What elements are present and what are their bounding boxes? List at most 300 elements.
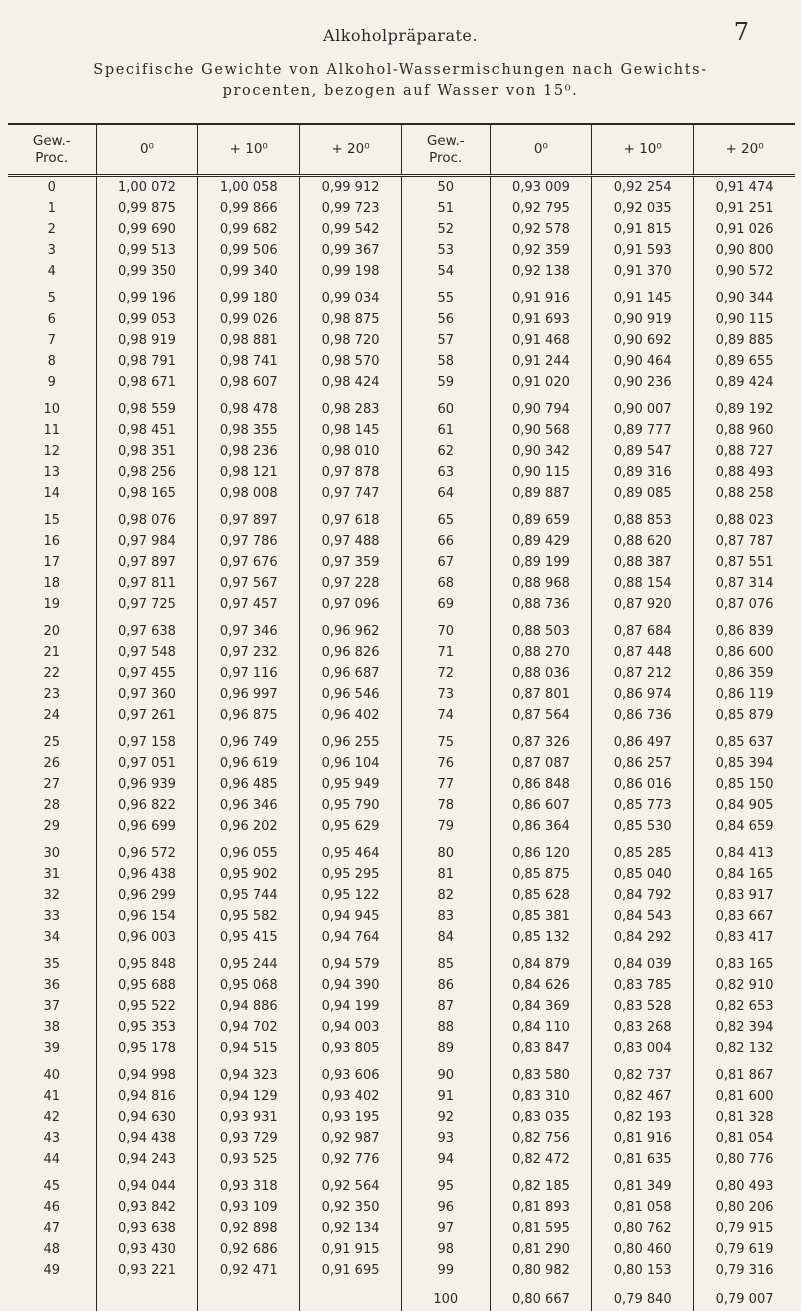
gravity-cell: 0,99 513: [96, 240, 198, 261]
gravity-cell: 0,86 119: [694, 684, 795, 705]
column-header: Gew.- Proc.: [8, 124, 96, 176]
gravity-cell: 0,90 115: [694, 309, 795, 330]
percent-cell: 62: [401, 441, 490, 462]
table-row: [8, 774, 795, 795]
table-row: [8, 996, 795, 1017]
gravity-cell: 0,89 887: [490, 483, 592, 504]
gravity-cell: 0,83 268: [592, 1017, 694, 1038]
percent-cell: 46: [8, 1197, 96, 1218]
percent-cell: 14: [8, 483, 96, 504]
gravity-cell: 0,81 349: [592, 1170, 694, 1197]
gravity-cell: 0,97 567: [198, 573, 300, 594]
percent-cell: 30: [8, 837, 96, 864]
gravity-cell: 0,99 196: [96, 282, 198, 309]
gravity-cell: 0,87 076: [694, 594, 795, 615]
gravity-cell: 0,85 628: [490, 885, 592, 906]
percent-cell: 69: [401, 594, 490, 615]
gravity-cell: 0,87 564: [490, 705, 592, 726]
gravity-cell: 0,80 762: [592, 1218, 694, 1239]
gravity-cell: 0,99 034: [300, 282, 402, 309]
table-row: [8, 594, 795, 615]
gravity-cell: [96, 1281, 198, 1311]
gravity-cell: 0,89 659: [490, 504, 592, 531]
percent-cell: 7: [8, 330, 96, 351]
gravity-cell: 0,93 109: [198, 1197, 300, 1218]
gravity-cell: 0,94 438: [96, 1128, 198, 1149]
percent-cell: 87: [401, 996, 490, 1017]
gravity-cell: 0,81 290: [490, 1239, 592, 1260]
gravity-cell: 0,82 467: [592, 1086, 694, 1107]
gravity-cell: 0,94 199: [300, 996, 402, 1017]
gravity-cell: 0,91 693: [490, 309, 592, 330]
gravity-cell: 0,94 515: [198, 1038, 300, 1059]
gravity-cell: 0,89 424: [694, 372, 795, 393]
table-row: [8, 420, 795, 441]
gravity-cell: 0,95 790: [300, 795, 402, 816]
gravity-cell: 0,88 853: [592, 504, 694, 531]
percent-cell: 55: [401, 282, 490, 309]
gravity-cell: 0,97 359: [300, 552, 402, 573]
percent-cell: 63: [401, 462, 490, 483]
gravity-cell: 0,88 727: [694, 441, 795, 462]
gravity-cell: 0,85 879: [694, 705, 795, 726]
gravity-cell: 0,85 875: [490, 864, 592, 885]
gravity-cell: 0,95 949: [300, 774, 402, 795]
page-header: [0, 12, 801, 52]
gravity-cell: 0,96 438: [96, 864, 198, 885]
table-row: [8, 504, 795, 531]
gravity-cell: 0,93 430: [96, 1239, 198, 1260]
table-row: [8, 948, 795, 975]
gravity-cell: 0,94 044: [96, 1170, 198, 1197]
table-row: [8, 552, 795, 573]
percent-cell: 74: [401, 705, 490, 726]
gravity-cell: 0,96 939: [96, 774, 198, 795]
percent-cell: 34: [8, 927, 96, 948]
percent-cell: 80: [401, 837, 490, 864]
table-row: [8, 219, 795, 240]
gravity-cell: 0,96 154: [96, 906, 198, 927]
percent-cell: 82: [401, 885, 490, 906]
gravity-cell: 0,91 020: [490, 372, 592, 393]
table-row: [8, 864, 795, 885]
gravity-cell: 0,89 429: [490, 531, 592, 552]
gravity-cell: 0,94 129: [198, 1086, 300, 1107]
gravity-cell: 0,97 261: [96, 705, 198, 726]
gravity-cell: 0,82 185: [490, 1170, 592, 1197]
percent-cell: 99: [401, 1260, 490, 1281]
gravity-cell: 0,98 478: [198, 393, 300, 420]
gravity-cell: 0,87 326: [490, 726, 592, 753]
gravity-cell: 0,87 314: [694, 573, 795, 594]
gravity-cell: 0,92 898: [198, 1218, 300, 1239]
percent-cell: 64: [401, 483, 490, 504]
gravity-cell: 0,98 720: [300, 330, 402, 351]
gravity-cell: 0,98 165: [96, 483, 198, 504]
gravity-cell: 0,84 165: [694, 864, 795, 885]
table-row: [8, 1086, 795, 1107]
percent-cell: 22: [8, 663, 96, 684]
gravity-cell: 0,95 522: [96, 996, 198, 1017]
table-header-row: [8, 124, 795, 176]
caption-line-1: Specifische Gewichte von Alkohol-Wassermischungen nach Gewichts-: [0, 60, 801, 81]
percent-cell: 77: [401, 774, 490, 795]
column-header: + 20⁰: [694, 124, 795, 176]
column-header: Gew.- Proc.: [401, 124, 490, 176]
gravity-cell: 0,97 457: [198, 594, 300, 615]
page-number: 7: [734, 18, 749, 46]
gravity-cell: 0,87 787: [694, 531, 795, 552]
gravity-cell: 0,96 402: [300, 705, 402, 726]
gravity-cell: 0,98 881: [198, 330, 300, 351]
gravity-cell: 0,97 638: [96, 615, 198, 642]
gravity-cell: 0,95 688: [96, 975, 198, 996]
gravity-cell: 0,99 682: [198, 219, 300, 240]
gravity-cell: 0,95 902: [198, 864, 300, 885]
gravity-cell: 0,98 351: [96, 441, 198, 462]
gravity-cell: 0,93 525: [198, 1149, 300, 1170]
gravity-cell: 0,99 506: [198, 240, 300, 261]
gravity-cell: 0,95 122: [300, 885, 402, 906]
table-row: [8, 1260, 795, 1281]
gravity-cell: 0,80 493: [694, 1170, 795, 1197]
percent-cell: 41: [8, 1086, 96, 1107]
gravity-cell: 0,84 905: [694, 795, 795, 816]
gravity-cell: 0,94 390: [300, 975, 402, 996]
gravity-cell: 0,93 842: [96, 1197, 198, 1218]
gravity-cell: 0,92 471: [198, 1260, 300, 1281]
table-row: [8, 1107, 795, 1128]
gravity-cell: 0,88 258: [694, 483, 795, 504]
gravity-cell: 0,87 684: [592, 615, 694, 642]
percent-cell: 40: [8, 1059, 96, 1086]
percent-cell: 24: [8, 705, 96, 726]
percent-cell: 73: [401, 684, 490, 705]
gravity-cell: 0,92 578: [490, 219, 592, 240]
gravity-cell: 0,88 036: [490, 663, 592, 684]
percent-cell: 12: [8, 441, 96, 462]
gravity-cell: 0,96 687: [300, 663, 402, 684]
gravity-cell: 0,94 003: [300, 1017, 402, 1038]
gravity-cell: 0,92 035: [592, 198, 694, 219]
percent-cell: 88: [401, 1017, 490, 1038]
gravity-cell: 0,91 026: [694, 219, 795, 240]
gravity-cell: 0,93 402: [300, 1086, 402, 1107]
column-header: + 10⁰: [592, 124, 694, 176]
percent-cell: 37: [8, 996, 96, 1017]
gravity-cell: 0,95 244: [198, 948, 300, 975]
table-row: [8, 1149, 795, 1170]
gravity-cell: 0,84 626: [490, 975, 592, 996]
percent-cell: 72: [401, 663, 490, 684]
percent-cell: 0: [8, 176, 96, 199]
gravity-cell: 0,94 764: [300, 927, 402, 948]
gravity-cell: 0,97 878: [300, 462, 402, 483]
gravity-cell: 0,90 464: [592, 351, 694, 372]
gravity-cell: 0,87 448: [592, 642, 694, 663]
gravity-cell: 0,99 340: [198, 261, 300, 282]
percent-cell: 21: [8, 642, 96, 663]
percent-cell: 78: [401, 795, 490, 816]
percent-cell: 3: [8, 240, 96, 261]
gravity-cell: 0,96 699: [96, 816, 198, 837]
gravity-cell: 0,99 367: [300, 240, 402, 261]
percent-cell: 53: [401, 240, 490, 261]
gravity-cell: 0,94 816: [96, 1086, 198, 1107]
gravity-cell: 0,90 236: [592, 372, 694, 393]
gravity-cell: 0,81 595: [490, 1218, 592, 1239]
gravity-cell: 0,91 915: [300, 1239, 402, 1260]
gravity-cell: 0,86 016: [592, 774, 694, 795]
gravity-cell: 0,88 620: [592, 531, 694, 552]
gravity-cell: 0,87 212: [592, 663, 694, 684]
table-row: [8, 1197, 795, 1218]
table-row: [8, 885, 795, 906]
gravity-cell: 0,92 776: [300, 1149, 402, 1170]
gravity-cell: 0,99 912: [300, 176, 402, 199]
percent-cell: 16: [8, 531, 96, 552]
column-header: 0⁰: [490, 124, 592, 176]
gravity-cell: 0,99 542: [300, 219, 402, 240]
gravity-cell: 0,86 839: [694, 615, 795, 642]
gravity-cell: 0,93 729: [198, 1128, 300, 1149]
gravity-cell: 0,84 543: [592, 906, 694, 927]
percent-cell: 67: [401, 552, 490, 573]
gravity-cell: 0,93 931: [198, 1107, 300, 1128]
table-row: [8, 663, 795, 684]
table-caption: [0, 60, 801, 102]
table-row: [8, 1281, 795, 1311]
gravity-cell: 0,87 801: [490, 684, 592, 705]
gravity-cell: 0,85 150: [694, 774, 795, 795]
gravity-cell: 0,92 564: [300, 1170, 402, 1197]
gravity-cell: 0,82 193: [592, 1107, 694, 1128]
gravity-cell: 0,96 822: [96, 795, 198, 816]
gravity-cell: 0,91 593: [592, 240, 694, 261]
gravity-cell: 0,97 897: [198, 504, 300, 531]
gravity-cell: 0,83 165: [694, 948, 795, 975]
gravity-cell: 0,85 394: [694, 753, 795, 774]
percent-cell: 45: [8, 1170, 96, 1197]
gravity-cell: 0,81 893: [490, 1197, 592, 1218]
percent-cell: 86: [401, 975, 490, 996]
gravity-cell: 0,98 355: [198, 420, 300, 441]
percent-cell: 66: [401, 531, 490, 552]
percent-cell: 17: [8, 552, 96, 573]
gravity-cell: 0,86 974: [592, 684, 694, 705]
percent-cell: 65: [401, 504, 490, 531]
percent-cell: 79: [401, 816, 490, 837]
percent-cell: 36: [8, 975, 96, 996]
gravity-cell: 0,83 035: [490, 1107, 592, 1128]
percent-cell: 43: [8, 1128, 96, 1149]
percent-cell: 83: [401, 906, 490, 927]
gravity-cell: 0,95 629: [300, 816, 402, 837]
column-header: + 20⁰: [300, 124, 402, 176]
percent-cell: 6: [8, 309, 96, 330]
gravity-cell: 0,83 310: [490, 1086, 592, 1107]
gravity-cell: 0,98 283: [300, 393, 402, 420]
gravity-cell: 0,94 886: [198, 996, 300, 1017]
percent-cell: 4: [8, 261, 96, 282]
table-row: [8, 906, 795, 927]
gravity-cell: 0,95 353: [96, 1017, 198, 1038]
gravity-cell: 0,85 381: [490, 906, 592, 927]
table-row: [8, 705, 795, 726]
gravity-cell: 0,92 254: [592, 176, 694, 199]
gravity-cell: 0,97 488: [300, 531, 402, 552]
gravity-cell: 0,91 916: [490, 282, 592, 309]
table-row: [8, 1128, 795, 1149]
gravity-cell: 0,97 676: [198, 552, 300, 573]
gravity-cell: 0,95 582: [198, 906, 300, 927]
gravity-cell: 0,98 256: [96, 462, 198, 483]
gravity-cell: 0,89 085: [592, 483, 694, 504]
gravity-cell: 0,91 815: [592, 219, 694, 240]
gravity-cell: [198, 1281, 300, 1311]
gravity-cell: 0,97 158: [96, 726, 198, 753]
gravity-cell: 0,85 040: [592, 864, 694, 885]
gravity-cell: 0,96 619: [198, 753, 300, 774]
gravity-cell: 0,96 055: [198, 837, 300, 864]
gravity-cell: 0,94 998: [96, 1059, 198, 1086]
gravity-cell: 0,91 468: [490, 330, 592, 351]
gravity-cell: 0,87 920: [592, 594, 694, 615]
gravity-cell: 0,92 134: [300, 1218, 402, 1239]
percent-cell: 38: [8, 1017, 96, 1038]
gravity-cell: 0,82 472: [490, 1149, 592, 1170]
gravity-cell: 0,93 195: [300, 1107, 402, 1128]
gravity-cell: 0,90 572: [694, 261, 795, 282]
gravity-cell: 0,88 493: [694, 462, 795, 483]
percent-cell: 100: [401, 1281, 490, 1311]
percent-cell: 50: [401, 176, 490, 199]
percent-cell: 94: [401, 1149, 490, 1170]
table-row: [8, 1038, 795, 1059]
table-row: [8, 309, 795, 330]
table-row: [8, 531, 795, 552]
gravity-cell: 0,86 600: [694, 642, 795, 663]
gravity-cell: 0,99 053: [96, 309, 198, 330]
percent-cell: [8, 1281, 96, 1311]
table-row: [8, 642, 795, 663]
gravity-cell: 0,99 875: [96, 198, 198, 219]
gravity-cell: 0,86 359: [694, 663, 795, 684]
gravity-cell: 0,96 299: [96, 885, 198, 906]
gravity-cell: 0,87 551: [694, 552, 795, 573]
table-row: [8, 462, 795, 483]
gravity-cell: 0,89 655: [694, 351, 795, 372]
gravity-cell: 0,98 010: [300, 441, 402, 462]
gravity-cell: 0,98 607: [198, 372, 300, 393]
gravity-cell: 0,84 039: [592, 948, 694, 975]
gravity-cell: 0,92 686: [198, 1239, 300, 1260]
gravity-cell: 0,82 653: [694, 996, 795, 1017]
gravity-cell: 0,86 736: [592, 705, 694, 726]
gravity-cell: 0,79 007: [694, 1281, 795, 1311]
percent-cell: 89: [401, 1038, 490, 1059]
gravity-cell: [300, 1281, 402, 1311]
gravity-cell: 0,79 316: [694, 1260, 795, 1281]
gravity-cell: 0,84 292: [592, 927, 694, 948]
table-row: [8, 1218, 795, 1239]
gravity-cell: 0,97 346: [198, 615, 300, 642]
gravity-cell: 0,97 096: [300, 594, 402, 615]
table-row: [8, 198, 795, 219]
table-body: [8, 176, 795, 1311]
table-row: [8, 1017, 795, 1038]
gravity-cell: 0,94 945: [300, 906, 402, 927]
percent-cell: 28: [8, 795, 96, 816]
gravity-cell: 0,86 257: [592, 753, 694, 774]
gravity-cell: 0,93 638: [96, 1218, 198, 1239]
percent-cell: 52: [401, 219, 490, 240]
gravity-cell: 0,94 243: [96, 1149, 198, 1170]
gravity-cell: 0,96 572: [96, 837, 198, 864]
percent-cell: 18: [8, 573, 96, 594]
gravity-cell: 0,95 178: [96, 1038, 198, 1059]
gravity-cell: 0,95 464: [300, 837, 402, 864]
percent-cell: 5: [8, 282, 96, 309]
percent-cell: 33: [8, 906, 96, 927]
gravity-cell: 0,98 875: [300, 309, 402, 330]
table-row: [8, 573, 795, 594]
gravity-cell: 0,92 795: [490, 198, 592, 219]
gravity-cell: 0,98 008: [198, 483, 300, 504]
percent-cell: 56: [401, 309, 490, 330]
percent-cell: 57: [401, 330, 490, 351]
gravity-cell: 0,97 455: [96, 663, 198, 684]
gravity-cell: 0,92 138: [490, 261, 592, 282]
gravity-cell: 0,95 068: [198, 975, 300, 996]
table-row: [8, 393, 795, 420]
gravity-cell: 0,81 916: [592, 1128, 694, 1149]
gravity-cell: 0,88 023: [694, 504, 795, 531]
gravity-cell: 0,84 110: [490, 1017, 592, 1038]
percent-cell: 2: [8, 219, 96, 240]
gravity-cell: 0,98 671: [96, 372, 198, 393]
percent-cell: 92: [401, 1107, 490, 1128]
gravity-cell: 0,96 875: [198, 705, 300, 726]
percent-cell: 93: [401, 1128, 490, 1149]
gravity-cell: 0,83 528: [592, 996, 694, 1017]
percent-cell: 35: [8, 948, 96, 975]
gravity-cell: 0,91 474: [694, 176, 795, 199]
gravity-cell: 0,97 725: [96, 594, 198, 615]
specific-gravity-table: [8, 123, 795, 1311]
gravity-cell: 0,90 344: [694, 282, 795, 309]
gravity-cell: 0,88 960: [694, 420, 795, 441]
gravity-cell: 0,96 104: [300, 753, 402, 774]
gravity-cell: 0,80 667: [490, 1281, 592, 1311]
gravity-cell: 0,82 910: [694, 975, 795, 996]
gravity-cell: 0,94 323: [198, 1059, 300, 1086]
percent-cell: 76: [401, 753, 490, 774]
percent-cell: 84: [401, 927, 490, 948]
percent-cell: 23: [8, 684, 96, 705]
gravity-cell: 0,88 503: [490, 615, 592, 642]
gravity-cell: 0,97 360: [96, 684, 198, 705]
table-row: [8, 176, 795, 199]
gravity-cell: 0,85 530: [592, 816, 694, 837]
gravity-cell: 0,96 255: [300, 726, 402, 753]
running-title: Alkoholpräparate.: [0, 26, 801, 45]
gravity-cell: 0,90 919: [592, 309, 694, 330]
gravity-cell: 0,84 879: [490, 948, 592, 975]
gravity-cell: 0,90 692: [592, 330, 694, 351]
gravity-cell: 0,94 702: [198, 1017, 300, 1038]
percent-cell: 61: [401, 420, 490, 441]
